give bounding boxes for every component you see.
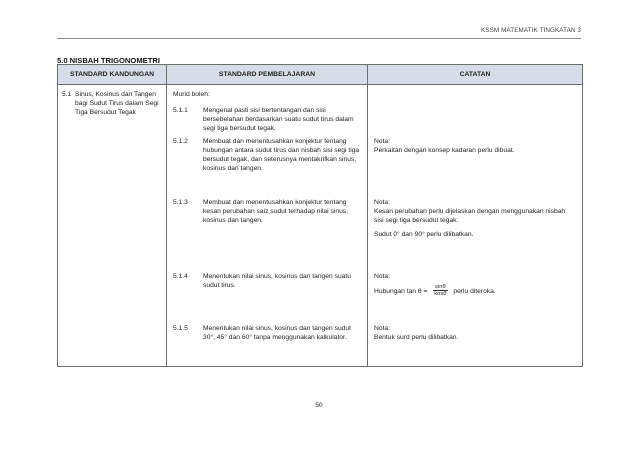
learning-standard-cell [167,137,368,198]
header-notes: CATATAN [368,65,583,85]
content-standard-cell [58,85,167,138]
learning-standard-number: 5.1.3 [173,199,188,206]
sin-over-cos-fraction [432,284,448,298]
note-text: Sudut 0° dan 90° perlu dilibatkan. [374,231,474,239]
table-header-row [58,65,583,85]
students-may-label: Murid boleh: [173,91,210,98]
learning-standard-number: 5.1.1 [173,107,188,115]
notes-cell [368,137,583,198]
learning-standard-text: Menentukan nilai sinus, kosinus dan tangen suatu sudut tirus. [203,273,351,290]
table-row [58,137,583,198]
learning-standard-number: 5.1.2 [173,138,188,145]
tan-formula [374,284,576,298]
curriculum-table [57,64,583,367]
notes-cell [368,272,583,324]
running-header [57,20,581,39]
note-label: Nota: [374,199,390,206]
table-row [58,85,583,138]
learning-standard-number: 5.1.4 [173,273,188,280]
notes-cell [368,324,583,367]
note-text: Bentuk surd perlu dilibatkan. [374,334,459,342]
learning-standard-cell [167,272,368,324]
fraction-numerator: sinθ [435,284,446,291]
page-number: 50 [315,402,323,409]
learning-standard-cell [167,85,368,138]
header-content-standard: STANDARD KANDUNGAN [58,65,167,85]
notes-cell [368,85,583,138]
fraction-denominator: kosθ [434,291,447,298]
learning-standard-cell [167,198,368,272]
table-row [58,272,583,324]
note-label: Nota: [374,138,390,145]
note-text: Kesan perubahan perlu dijelaskan dengan menggunakan nisbah sisi segi tiga bersudut tegak. [374,208,566,225]
section-title: 5.0 NISBAH TRIGONOMETRI [57,56,160,65]
learning-standard-text: Mengenal pasti sisi bertentangan dan sisi bersebelahan berdasarkan suatu sudut tirus dalam segi tiga bersudut tegak. [203,107,354,133]
running-title: KSSM MATEMATIK TINGKATAN 3 [481,27,581,34]
note-text: Perkaitan dengan konsep kadaran perlu dibuat. [374,147,515,155]
learning-standard-text: Menentukan nilai sinus, kosinus dan tangen sudut 30°, 45° dan 60° tanpa menggunakan kalkulator. [203,325,351,342]
learning-standard-number: 5.1.5 [173,325,188,332]
notes-cell [368,198,583,272]
learning-standard-cell [167,324,368,367]
note-label: Nota: [374,273,390,280]
learning-standard-text: Membuat dan menentusahkan konjektur tentang kesan perubahan saiz sudut terhadap nilai sinus, kosinus dan tangen. [203,199,348,225]
table-row [58,198,583,272]
learning-standard-text: Membuat dan menentusahkan konjektur tentang hubungan antara sudut tirus dan nisbah sisi segi tiga bersudut tegak, dan seterusnya mentakrifkan sinus, kosinus dan tangen. [203,138,360,173]
content-standard-text: Sinus, Kosinus dan Tangen bagi Sudut Tirus dalam Segi Tiga Bersudut Tegak [75,91,159,117]
note-label: Nota: [374,325,390,332]
header-learning-standard: STANDARD PEMBELAJARAN [167,65,368,85]
content-standard-number: 5.1 [62,91,72,98]
formula-prefix: Hubungan tan θ = [374,287,428,295]
table-row [58,324,583,367]
formula-suffix: perlu diteroka. [453,287,496,295]
